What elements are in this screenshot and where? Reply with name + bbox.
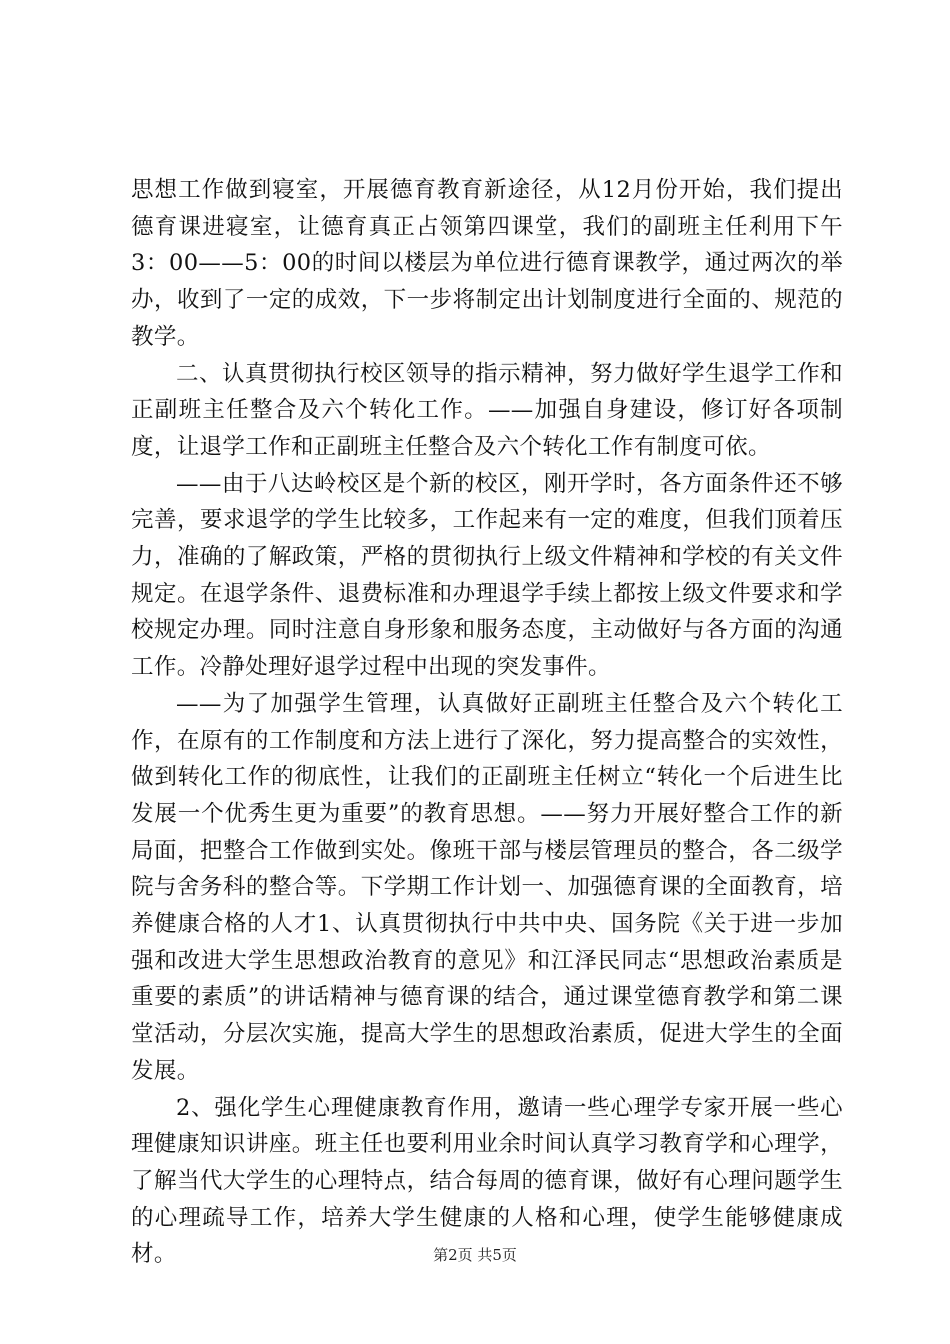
paragraph-badaling-campus-withdrawal: ——由于八达岭校区是个新的校区，刚开学时，各方面条件还不够完善，要求退学的学生比较多，工作起来有一定的难度，但我们顶着压力，准确的了解政策，严格的贯彻执行上级文件精神和学校的有关文件规定。在退学条件、退费标准和办理退学手续上都按上级文件要求和学校规定办理。同时注意自身形象和服务态度，主动做好与各方面的沟通工作。冷静处理好退学过程中出现的突发事件。 [131, 470, 843, 681]
page-number-footer: 第2页 共5页 [433, 1246, 517, 1264]
paragraph-withdrawal-and-integration: 二、认真贯彻执行校区领导的指示精神，努力做好学生退学工作和正副班主任整合及六个转化工作。——加强自身建设，修订好各项制度，让退学工作和正副班主任整合及六个转化工作有制度可依。 [131, 360, 843, 460]
paragraph-mental-health-education: 2、强化学生心理健康教育作用，邀请一些心理学专家开展一些心理健康知识讲座。班主任也要利用业余时间认真学习教育学和心理学，了解当代大学生的心理特点，结合每周的德育课，做好有心理问题学生的心理疏导工作，培养大学生健康的人格和心理，使学生能够健康成材。 [131, 1094, 843, 1268]
document-body [131, 172, 843, 1273]
paragraph-dorm-moral-education: 思想工作做到寝室，开展德育教育新途径，从12月份开始，我们提出德育课进寝室，让德育真正占领第四课堂，我们的副班主任利用下午3：00——5：00的时间以楼层为单位进行德育课教学，通过两次的举办，收到了一定的成效，下一步将制定出计划制度进行全面的、规范的教学。 [131, 177, 843, 350]
paragraph-student-management-and-next-term-plan: ——为了加强学生管理，认真做好正副班主任整合及六个转化工作，在原有的工作制度和方法上进行了深化，努力提高整合的实效性，做到转化工作的彻底性，让我们的正副班主任树立“转化一个后进生比发展一个优秀生更为重要”的教育思想。——努力开展好整合工作的新局面，把整合工作做到实处。像班干部与楼层管理员的整合，各二级学院与舍务科的整合等。下学期工作计划一、加强德育课的全面教育，培养健康合格的人才1、认真贯彻执行中共中央、国务院《关于进一步加强和改进大学生思想政治教育的意见》和江泽民同志“思想政治素质是重要的素质”的讲话精神与德育课的结合，通过课堂德育教学和第二课堂活动，分层次实施，提高大学生的思想政治素质，促进大学生的全面发展。 [131, 690, 843, 1084]
